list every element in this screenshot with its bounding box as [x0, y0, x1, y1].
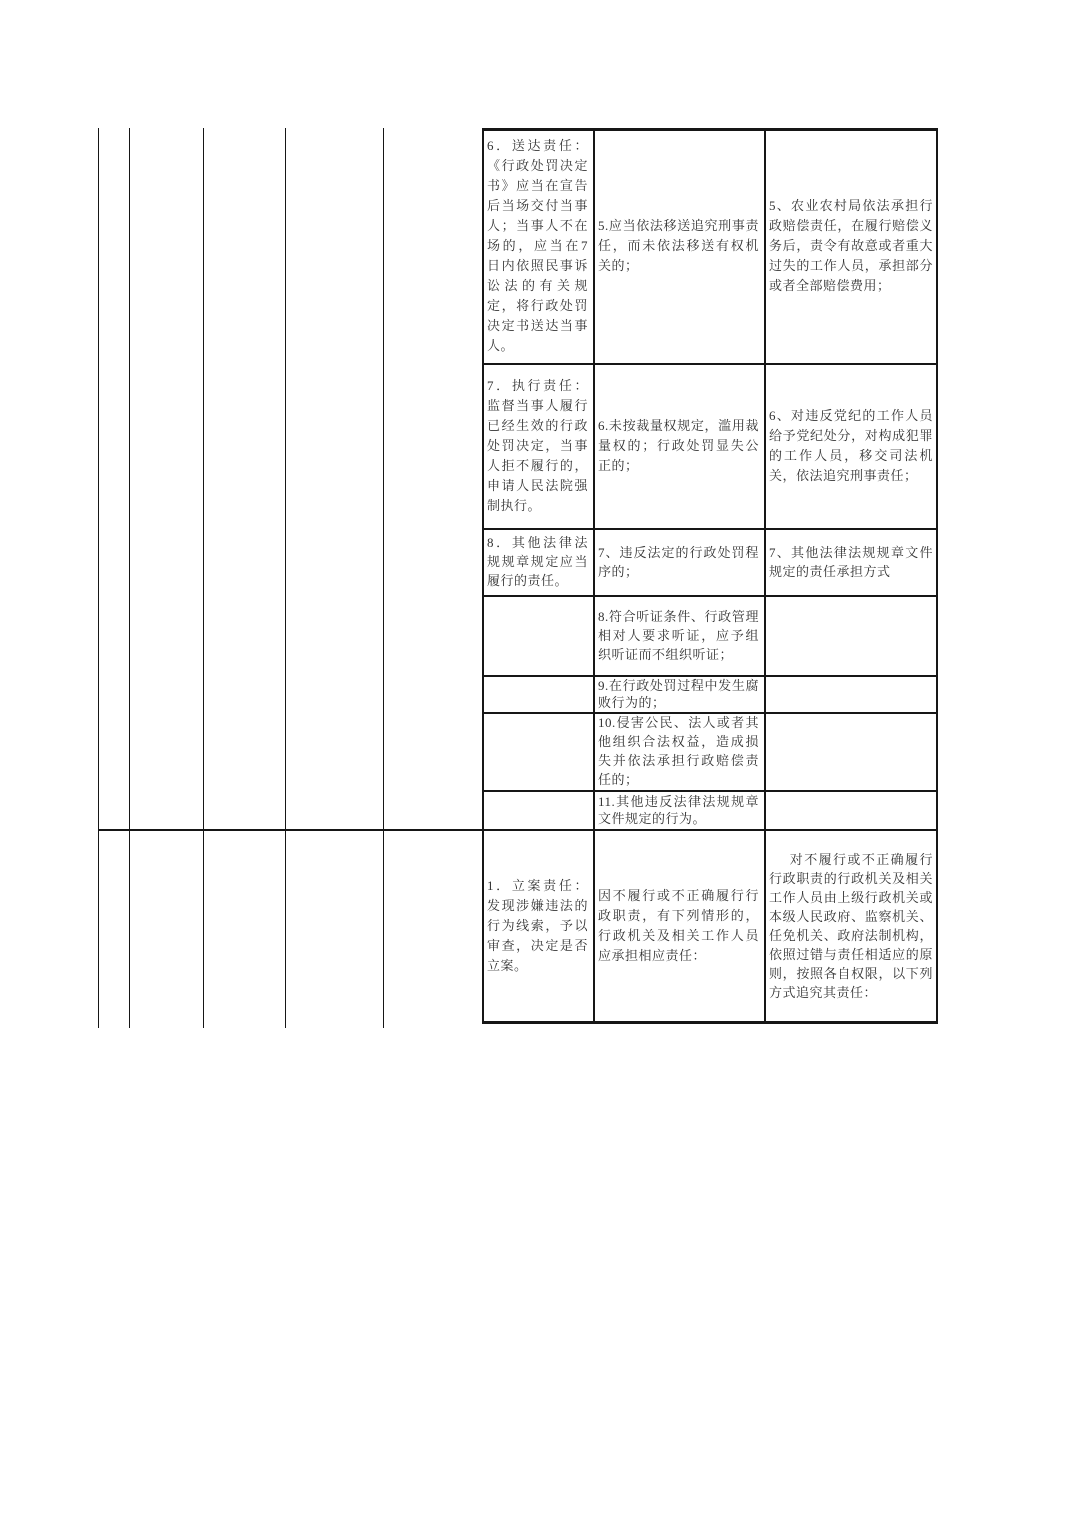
grid-line-vertical: [593, 128, 595, 1024]
cell-text: 6．送达责任：《行政处罚决定书》应当在宣告后当场交付当事人；当事人不在场的，应当在7日内依照民事诉讼法的有关规定，将行政处罚决定书送达当事人。: [487, 137, 588, 353]
situation-cell-7: [593, 528, 764, 595]
grid-line-vertical: [936, 128, 938, 1024]
empty-cell: [482, 790, 593, 829]
empty-cell: [98, 829, 129, 1028]
duty-cell-deliver: [482, 128, 593, 363]
situation-cell-9: [593, 675, 764, 712]
empty-cell: [764, 712, 938, 790]
accountability-cell-7: [764, 528, 938, 595]
accountability-cell-6: [764, 363, 938, 528]
situation-cell-10: [593, 712, 764, 790]
cell-text: 11.其他违反法律法规规章文件规定的行为。: [598, 793, 759, 826]
grid-line-vertical: [203, 128, 204, 1028]
cell-text: 5、农业农村局依法承担行政赔偿责任，在履行赔偿义务后，责令有故意或者重大过失的工作人员，承担部分或者全部赔偿费用；: [769, 197, 933, 293]
empty-cell: [764, 790, 938, 829]
grid-line-vertical: [764, 128, 766, 1024]
grid-line-horizontal: [482, 363, 938, 365]
grid-line-horizontal: [482, 790, 938, 792]
grid-line-vertical: [383, 128, 384, 1028]
grid-line-horizontal: [482, 528, 938, 530]
cell-text: 6.未按裁量权规定，滥用裁量权的；行政处罚显失公正的；: [598, 417, 759, 473]
duty-cell-other: [482, 528, 593, 595]
cell-text: 7、其他法律法规规章文件规定的责任承担方式: [769, 544, 933, 579]
grid-line-vertical: [129, 128, 130, 1028]
grid-line-horizontal: [482, 595, 938, 597]
grid-line-horizontal: [482, 712, 938, 714]
empty-cell: [383, 128, 482, 829]
cell-text: 7、违反法定的行政处罚程序的；: [598, 544, 759, 579]
cell-text: 对不履行或不正确履行行政职责的行政机关及相关工作人员由上级行政机关或本级人民政府、监察机关、任免机关、政府法制机构，依照过错与责任相适应的原则，按照各自权限，以下列方式追究其责任：: [769, 851, 933, 1000]
situation-cell-6: [593, 363, 764, 528]
situation-cell-8: [593, 595, 764, 675]
grid-line-horizontal: [482, 128, 938, 131]
empty-cell: [203, 829, 285, 1028]
empty-cell: [482, 595, 593, 675]
responsibility-table: [98, 128, 938, 1028]
empty-cell: [482, 712, 593, 790]
situation-cell-11: [593, 790, 764, 829]
duty-cell-filing: [482, 829, 593, 1022]
empty-cell: [482, 675, 593, 712]
grid-line-horizontal: [98, 829, 938, 831]
cell-text: 10.侵害公民、法人或者其他组织合法权益，造成损失并依法承担行政赔偿责任的；: [598, 715, 759, 787]
cell-text: 8.符合听证条件、行政管理相对人要求听证，应予组织听证而不组织听证；: [598, 608, 759, 662]
empty-cell: [129, 128, 203, 829]
empty-cell: [285, 128, 383, 829]
grid-line-vertical: [482, 128, 484, 1024]
cell-text: 7．执行责任：监督当事人履行已经生效的行政处罚决定，当事人拒不履行的，申请人民法院强制执行。: [487, 377, 588, 513]
empty-cell: [129, 829, 203, 1028]
empty-cell: [203, 128, 285, 829]
grid-line-horizontal: [482, 675, 938, 677]
cell-text: 因不履行或不正确履行行政职责，有下列情形的，行政机关及相关工作人员应承担相应责任：: [598, 887, 759, 963]
cell-text: 9.在行政处罚过程中发生腐败行为的；: [598, 677, 759, 710]
grid-line-horizontal: [482, 1021, 938, 1024]
empty-cell: [764, 595, 938, 675]
accountability-cell-5: [764, 128, 938, 363]
empty-cell: [285, 829, 383, 1028]
situation-intro-cell: [593, 829, 764, 1022]
cell-text: 5.应当依法移送追究刑事责任，而未依法移送有权机关的；: [598, 217, 759, 273]
duty-cell-enforce: [482, 363, 593, 528]
grid-line-vertical: [285, 128, 286, 1028]
cell-text: 8．其他法律法规规章规定应当履行的责任。: [487, 535, 588, 588]
empty-cell: [764, 675, 938, 712]
empty-cell: [383, 829, 482, 1028]
cell-text: 1．立案责任：发现涉嫌违法的行为线索，予以审查，决定是否立案。: [487, 877, 588, 973]
cell-text: 6、对违反党纪的工作人员给予党纪处分，对构成犯罪的工作人员，移交司法机关，依法追究刑事责任；: [769, 407, 933, 483]
accountability-intro-cell: [764, 829, 938, 1022]
situation-cell-5: [593, 128, 764, 363]
empty-cell: [98, 128, 129, 829]
grid-line-vertical: [98, 128, 99, 1028]
